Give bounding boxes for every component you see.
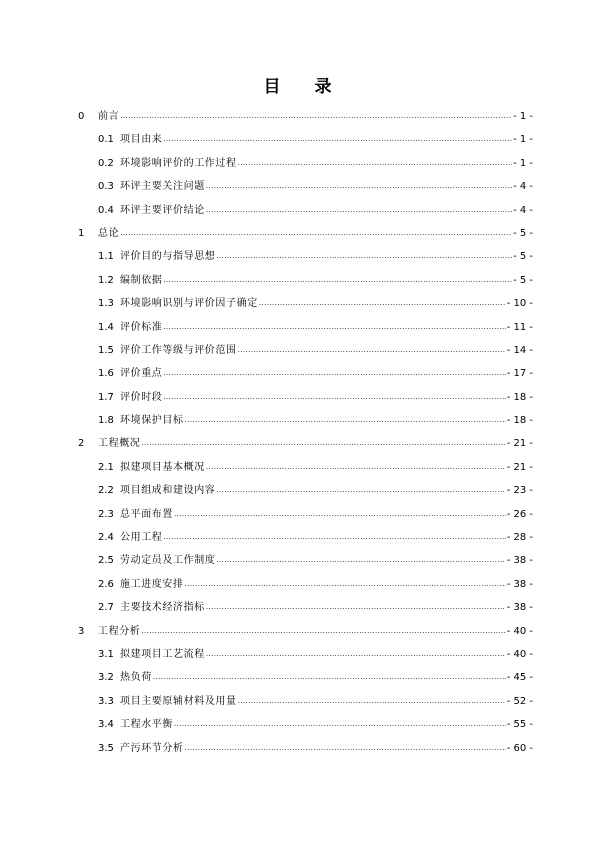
- toc-entry-page-number: - 5 -: [513, 227, 533, 239]
- toc-dot-leader: [141, 625, 505, 636]
- toc-entry-label: 环境影响评价的工作过程: [120, 157, 237, 169]
- toc-entry-page-number: - 1 -: [513, 134, 533, 146]
- toc-entry-number: 0: [78, 111, 85, 122]
- toc-entry-label: 评价目的与指导思想: [120, 251, 216, 263]
- toc-entry-number: 2.5: [98, 555, 114, 567]
- toc-entry-number: 0.4: [98, 204, 114, 216]
- toc-entry-page-number: - 28 -: [506, 532, 533, 544]
- toc-entry[interactable]: [78, 130, 533, 153]
- toc-entry-label: 环评主要评价结论: [120, 204, 205, 216]
- toc-entry-number: 1.6: [98, 368, 114, 380]
- toc-entry-number: 0.1: [98, 134, 114, 146]
- toc-dot-leader: [206, 461, 506, 472]
- toc-dot-leader: [185, 742, 506, 753]
- toc-entry-page-number: - 5 -: [513, 274, 533, 286]
- toc-entry-label: 环境保护目标: [120, 415, 184, 427]
- toc-entry[interactable]: [78, 388, 533, 411]
- toc-entry-page-number: - 10 -: [506, 298, 533, 310]
- toc-entry[interactable]: [78, 692, 533, 715]
- toc-entry-label: 产污环节分析: [120, 742, 184, 754]
- toc-entry-page-number: - 18 -: [506, 391, 533, 403]
- toc-entry-number: 2.3: [98, 508, 114, 520]
- toc-entry-page-number: - 1 -: [513, 157, 533, 169]
- toc-entry-label: 总论: [98, 227, 120, 239]
- toc-entry-label: 拟建项目基本概况: [120, 461, 205, 473]
- toc-entry-number: 2.1: [98, 461, 114, 473]
- toc-dot-leader: [120, 110, 512, 121]
- toc-entry[interactable]: [78, 668, 533, 691]
- toc-entry-page-number: - 21 -: [506, 461, 533, 473]
- toc-entry[interactable]: [78, 551, 533, 574]
- toc-entry[interactable]: [78, 715, 533, 738]
- toc-entry-page-number: - 38 -: [506, 555, 533, 567]
- toc-dot-leader: [163, 133, 512, 144]
- toc-entry[interactable]: [78, 575, 533, 598]
- toc-entry-number: 1: [78, 227, 85, 239]
- toc-entry[interactable]: [78, 294, 533, 317]
- toc-entry[interactable]: [78, 481, 533, 504]
- toc-dot-leader: [185, 578, 506, 589]
- toc-entry-number: 0.3: [98, 181, 114, 193]
- toc-entry[interactable]: [78, 271, 533, 294]
- toc-entry[interactable]: [78, 107, 533, 130]
- toc-entry-label: 工程水平衡: [120, 719, 173, 731]
- toc-entry-number: 1.5: [98, 344, 114, 356]
- toc-entry-label: 评价工作等级与评价范围: [120, 344, 237, 356]
- toc-entry-label: 项目组成和建设内容: [120, 485, 216, 497]
- toc-entry-label: 环境影响识别与评价因子确定: [120, 298, 258, 310]
- toc-entry[interactable]: [78, 364, 533, 387]
- toc-entry-label: 评价时段: [120, 391, 163, 403]
- toc-entry-number: 3: [78, 625, 85, 637]
- toc-entry[interactable]: [78, 154, 533, 177]
- toc-dot-leader: [163, 274, 512, 285]
- toc-entry-number: 3.4: [98, 719, 114, 731]
- toc-entry-number: 1.2: [98, 274, 114, 286]
- toc-entry-label: 公用工程: [120, 532, 163, 544]
- toc-entry[interactable]: [78, 411, 533, 434]
- toc-entry-label: 工程分析: [98, 625, 141, 637]
- toc-entry-label: 热负荷: [120, 672, 152, 684]
- toc-dot-leader: [216, 250, 512, 261]
- toc-list: [78, 107, 533, 762]
- toc-dot-leader: [163, 391, 505, 402]
- toc-entry-page-number: - 4 -: [513, 181, 533, 193]
- toc-entry-label: 项目由来: [120, 134, 163, 146]
- toc-entry-page-number: - 23 -: [506, 485, 533, 497]
- toc-dot-leader: [216, 554, 505, 565]
- toc-entry-number: 2: [78, 438, 85, 450]
- toc-dot-leader: [163, 367, 505, 378]
- toc-dot-leader: [174, 508, 506, 519]
- toc-entry-page-number: - 11 -: [506, 321, 533, 333]
- toc-entry-label: 评价重点: [120, 368, 163, 380]
- toc-dot-leader: [216, 484, 505, 495]
- toc-entry-label: 工程概况: [98, 438, 141, 450]
- toc-entry-number: 2.2: [98, 485, 114, 497]
- toc-entry-page-number: - 60 -: [506, 742, 533, 754]
- toc-dot-leader: [163, 531, 505, 542]
- toc-entry-number: 1.1: [98, 251, 114, 263]
- toc-entry[interactable]: [78, 341, 533, 364]
- toc-entry-label: 环评主要关注问题: [120, 181, 205, 193]
- toc-entry-label: 拟建项目工艺流程: [120, 648, 205, 660]
- toc-entry-number: 1.3: [98, 298, 114, 310]
- toc-dot-leader: [141, 437, 505, 448]
- toc-entry-number: 2.7: [98, 602, 114, 614]
- toc-entry-page-number: - 17 -: [506, 368, 533, 380]
- toc-entry-label: 主要技术经济指标: [120, 602, 205, 614]
- toc-entry-label: 总平面布置: [120, 508, 173, 520]
- toc-dot-leader: [153, 671, 506, 682]
- toc-entry-page-number: - 55 -: [506, 719, 533, 731]
- toc-entry[interactable]: [78, 739, 533, 762]
- toc-entry-number: 3.5: [98, 742, 114, 754]
- toc-entry[interactable]: [78, 458, 533, 481]
- toc-entry[interactable]: [78, 622, 533, 645]
- toc-dot-leader: [174, 718, 506, 729]
- toc-entry-page-number: - 1 -: [513, 111, 533, 122]
- toc-dot-leader: [120, 227, 512, 238]
- toc-entry-label: 评价标准: [120, 321, 163, 333]
- toc-entry[interactable]: [78, 247, 533, 270]
- toc-dot-leader: [238, 157, 512, 168]
- toc-entry-number: 0.2: [98, 157, 114, 169]
- toc-entry[interactable]: [78, 645, 533, 668]
- toc-entry[interactable]: [78, 528, 533, 551]
- toc-entry-label: 项目主要原辅材料及用量: [120, 695, 237, 707]
- toc-entry[interactable]: [78, 598, 533, 621]
- toc-dot-leader: [163, 321, 505, 332]
- toc-dot-leader: [206, 180, 512, 191]
- toc-entry-page-number: - 38 -: [506, 602, 533, 614]
- toc-entry-page-number: - 40 -: [506, 648, 533, 660]
- toc-dot-leader: [185, 414, 506, 425]
- toc-entry-number: 3.3: [98, 695, 114, 707]
- toc-entry-label: 施工进度安排: [120, 578, 184, 590]
- toc-entry-number: 3.2: [98, 672, 114, 684]
- toc-entry-number: 3.1: [98, 648, 114, 660]
- toc-entry-page-number: - 40 -: [506, 625, 533, 637]
- toc-entry-page-number: - 45 -: [506, 672, 533, 684]
- toc-entry-label: 劳动定员及工作制度: [120, 555, 216, 567]
- toc-entry-number: 1.7: [98, 391, 114, 403]
- toc-entry[interactable]: [78, 318, 533, 341]
- toc-entry-label: 编制依据: [120, 274, 163, 286]
- toc-dot-leader: [238, 695, 506, 706]
- toc-title: 目 录: [263, 77, 346, 97]
- toc-entry-page-number: - 14 -: [506, 344, 533, 356]
- toc-entry-page-number: - 26 -: [506, 508, 533, 520]
- toc-entry-page-number: - 4 -: [513, 204, 533, 216]
- toc-entry-number: 1.8: [98, 415, 114, 427]
- toc-entry-page-number: - 5 -: [513, 251, 533, 263]
- toc-entry[interactable]: [78, 505, 533, 528]
- toc-dot-leader: [238, 344, 506, 355]
- toc-entry-number: 2.6: [98, 578, 114, 590]
- toc-entry-page-number: - 38 -: [506, 578, 533, 590]
- toc-dot-leader: [206, 648, 506, 659]
- toc-entry[interactable]: [78, 434, 533, 457]
- toc-dot-leader: [259, 297, 506, 308]
- toc-entry[interactable]: [78, 177, 533, 200]
- toc-entry[interactable]: [78, 201, 533, 224]
- toc-entry-page-number: - 21 -: [506, 438, 533, 450]
- toc-entry-page-number: - 18 -: [506, 415, 533, 427]
- toc-entry-number: 2.4: [98, 532, 114, 544]
- toc-dot-leader: [206, 601, 506, 612]
- toc-entry[interactable]: [78, 224, 533, 247]
- toc-dot-leader: [206, 204, 512, 215]
- toc-entry-number: 1.4: [98, 321, 114, 333]
- toc-entry-label: 前言: [98, 111, 120, 122]
- toc-entry-page-number: - 52 -: [506, 695, 533, 707]
